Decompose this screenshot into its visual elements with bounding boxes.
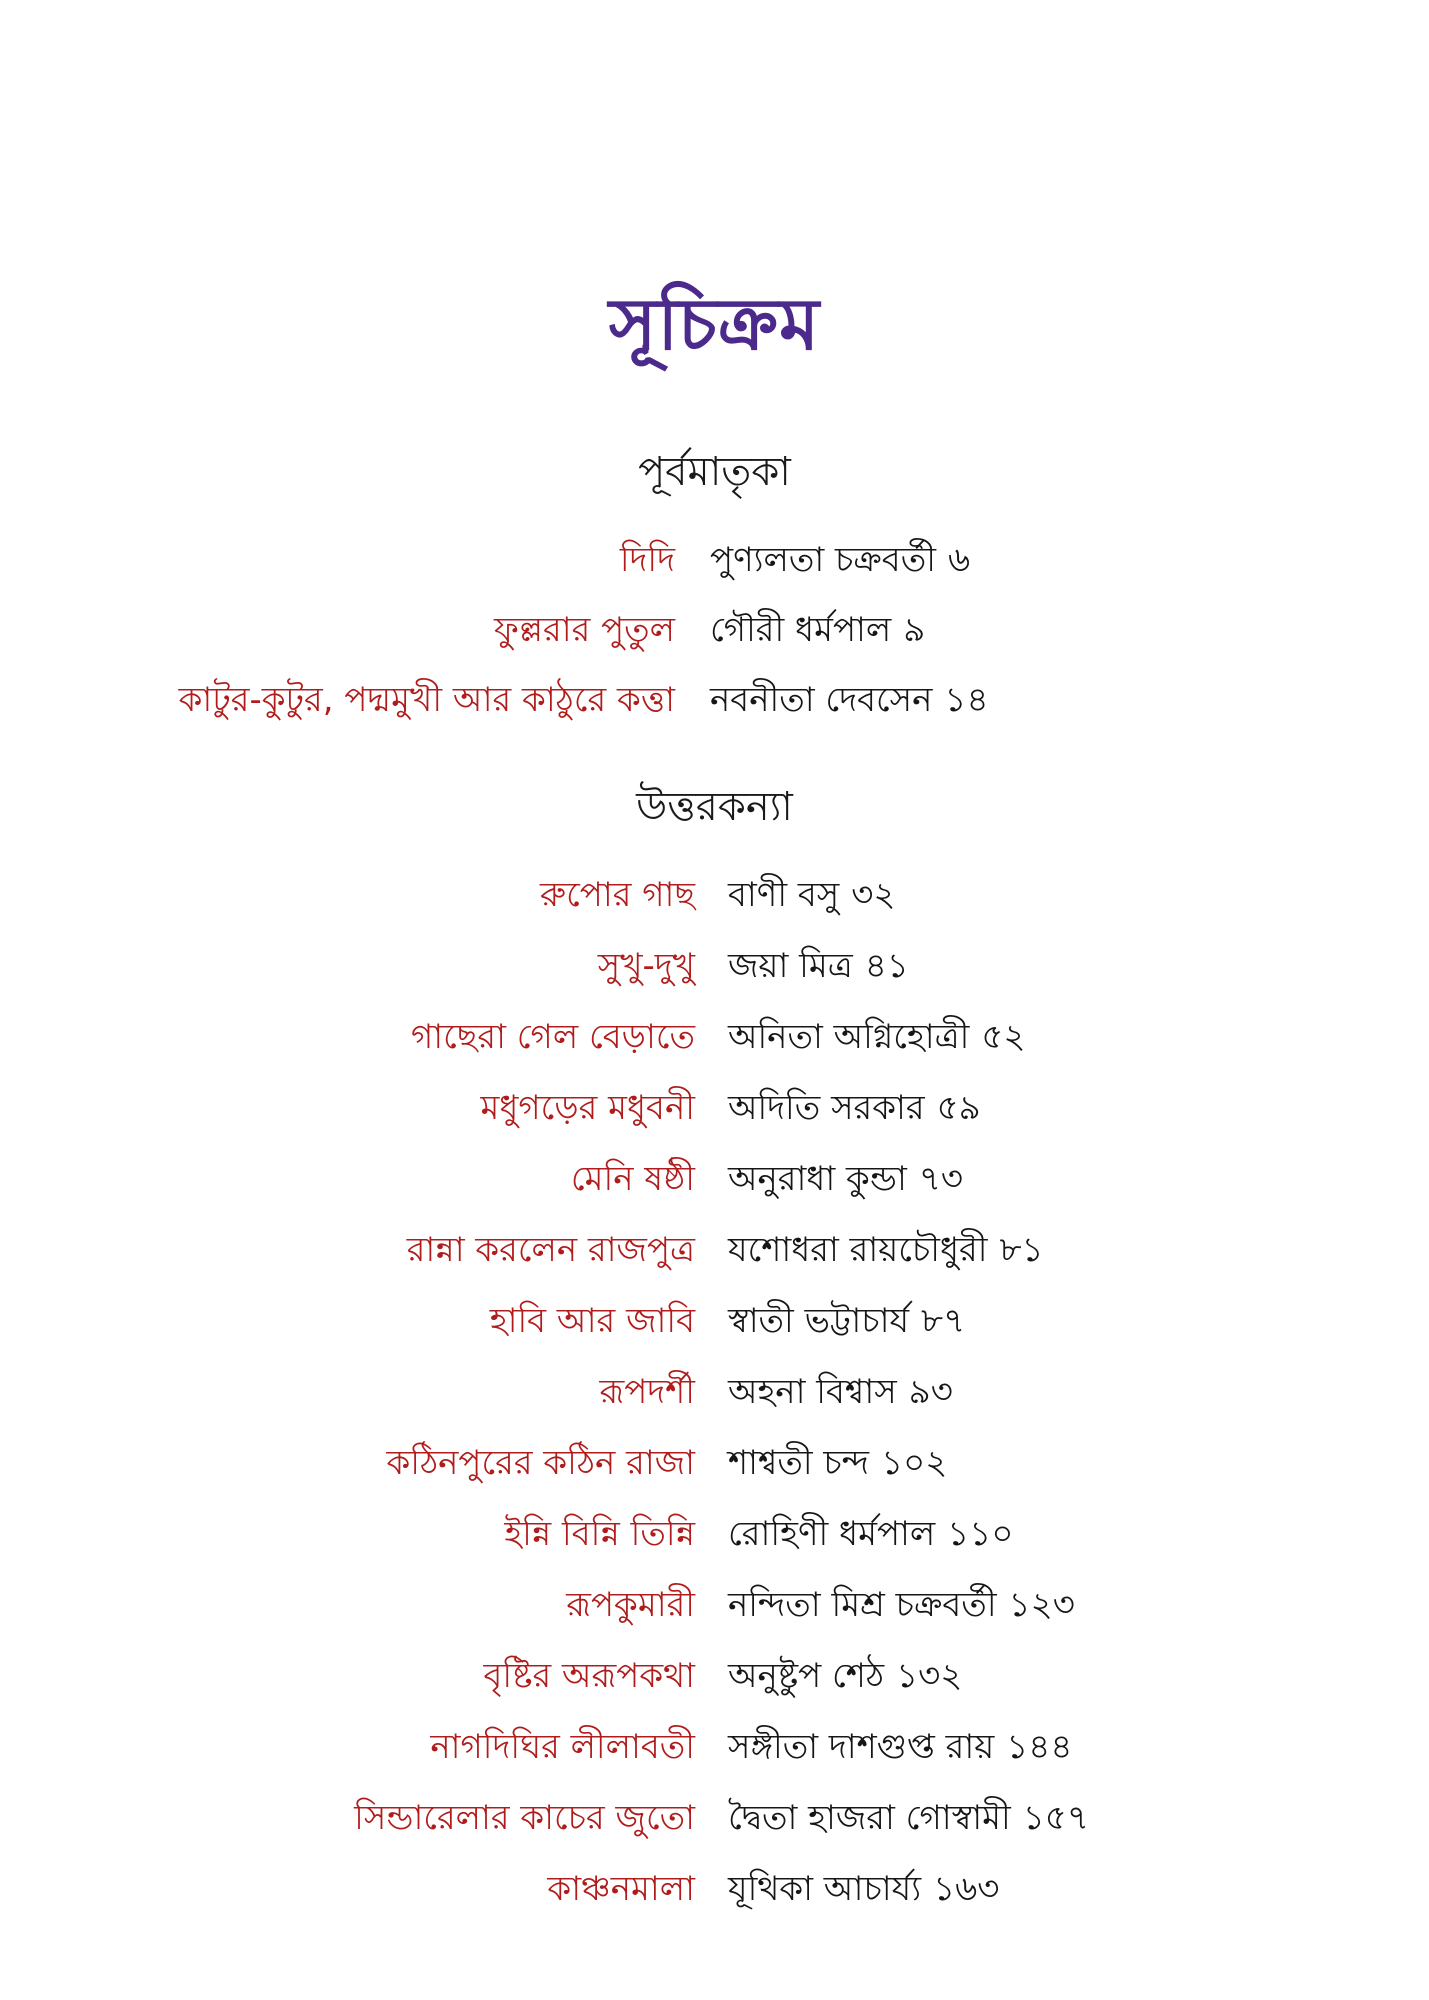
story-title: সিন্ডারেলার কাচের জুতো: [354, 1798, 695, 1838]
author-name: গৌরী ধর্মপাল: [710, 610, 892, 650]
story-title: দিদি: [619, 540, 675, 580]
section-heading-1: পূর্বমাতৃকা: [638, 449, 791, 495]
author-name: পুণ্যলতা চক্রবর্তী: [710, 540, 936, 580]
author-name: অদিতি সরকার: [728, 1088, 925, 1128]
story-title: হাবি আর জাবি: [489, 1301, 695, 1341]
author-name: যূথিকা আচার্য্য: [728, 1869, 922, 1909]
page-number: ৮৭: [921, 1301, 966, 1341]
page-number: ১১০: [947, 1514, 1014, 1554]
author-name: স্বাতী ভট্টাচার্য: [728, 1301, 910, 1341]
author-name: অনুরাধা কুন্ডা: [728, 1159, 907, 1199]
toc-entry[interactable]: [0, 1362, 1429, 1422]
author-name: যশোধরা রায়চৌধুরী: [728, 1230, 988, 1270]
story-title: কাটুর-কুটুর, পদ্মমুখী আর কাঠুরে কত্তা: [178, 680, 675, 720]
page-number: ৪১: [864, 946, 909, 986]
page-number: ৯৩: [908, 1372, 953, 1412]
page-number: ৮১: [999, 1230, 1044, 1270]
author-name: সঙ্গীতা দাশগুপ্ত রায়: [728, 1727, 995, 1767]
author-name: অনিতা অগ্নিহোত্রী: [728, 1017, 970, 1057]
author-name: নন্দিতা মিশ্র চক্রবর্তী: [728, 1585, 997, 1625]
story-title: রান্না করলেন রাজপুত্র: [406, 1230, 695, 1270]
page-number: ১২৩: [1008, 1585, 1075, 1625]
toc-entry[interactable]: [0, 1788, 1429, 1848]
section-heading-2: উত্তরকন্যা: [636, 784, 793, 830]
story-title: নাগদিঘির লীলাবতী: [430, 1727, 695, 1767]
toc-entry[interactable]: [0, 936, 1429, 996]
toc-entry[interactable]: [0, 1007, 1429, 1067]
author-name: নবনীতা দেবসেন: [710, 680, 933, 720]
page-number: ৭৩: [918, 1159, 964, 1199]
toc-entry[interactable]: [0, 1078, 1429, 1138]
story-title: ফুল্লরার পুতুল: [493, 610, 675, 650]
story-title: সুখু-দুখু: [597, 946, 695, 986]
toc-entry[interactable]: [0, 1575, 1429, 1635]
story-title: কাঞ্চনমালা: [547, 1869, 695, 1909]
author-name: অহনা বিশ্বাস: [728, 1372, 897, 1412]
toc-entry[interactable]: [0, 1291, 1429, 1351]
toc-entry[interactable]: [0, 1433, 1429, 1493]
page-number: ১৬৩: [933, 1869, 1000, 1909]
page-number: ৩২: [851, 875, 896, 915]
page-title: সূচিক্রম: [608, 282, 821, 366]
page-number: ১০২: [881, 1443, 948, 1483]
toc-entry[interactable]: [0, 1504, 1429, 1564]
toc-entry[interactable]: [0, 1646, 1429, 1706]
author-name: বাণী বসু: [728, 875, 840, 915]
toc-entry[interactable]: [0, 530, 1429, 590]
toc-entry[interactable]: [0, 1220, 1429, 1280]
page-number: ১৪৪: [1006, 1727, 1073, 1767]
toc-entry[interactable]: [0, 1859, 1429, 1919]
story-title: গাছেরা গেল বেড়াতে: [410, 1017, 695, 1057]
story-title: ইন্নি বিন্নি তিন্নি: [504, 1514, 695, 1554]
author-name: দ্বৈতা হাজরা গোস্বামী: [728, 1798, 1011, 1838]
author-name: অনুষ্টুপ শেঠ: [728, 1656, 885, 1696]
story-title: মেনি ষষ্ঠী: [570, 1159, 695, 1199]
author-name: জয়া মিত্র: [728, 946, 853, 986]
story-title: রুপোর গাছ: [540, 875, 695, 915]
page-number: ১৩২: [896, 1656, 963, 1696]
story-title: রূপকুমারী: [566, 1585, 695, 1625]
toc-entry[interactable]: [0, 1149, 1429, 1209]
story-title: কঠিনপুরের কঠিন রাজা: [386, 1443, 695, 1483]
page-number: ৯: [903, 610, 926, 650]
page-number: ৬: [947, 540, 971, 580]
toc-entry[interactable]: [0, 865, 1429, 925]
toc-entry[interactable]: [0, 600, 1429, 660]
author-name: শাশ্বতী চন্দ: [728, 1443, 870, 1483]
toc-entry[interactable]: [0, 670, 1429, 730]
page-number: ১৫৭: [1022, 1798, 1089, 1838]
story-title: বৃষ্টির অরূপকথা: [483, 1656, 695, 1696]
page-number: ৫২: [981, 1017, 1026, 1057]
toc-entry[interactable]: [0, 1717, 1429, 1777]
page-number: ১৪: [944, 680, 989, 720]
author-name: রোহিণী ধর্মপাল: [728, 1514, 936, 1554]
page-number: ৫৯: [936, 1088, 981, 1128]
story-title: রূপদর্শী: [599, 1372, 695, 1412]
story-title: মধুগড়ের মধুবনী: [480, 1088, 695, 1128]
